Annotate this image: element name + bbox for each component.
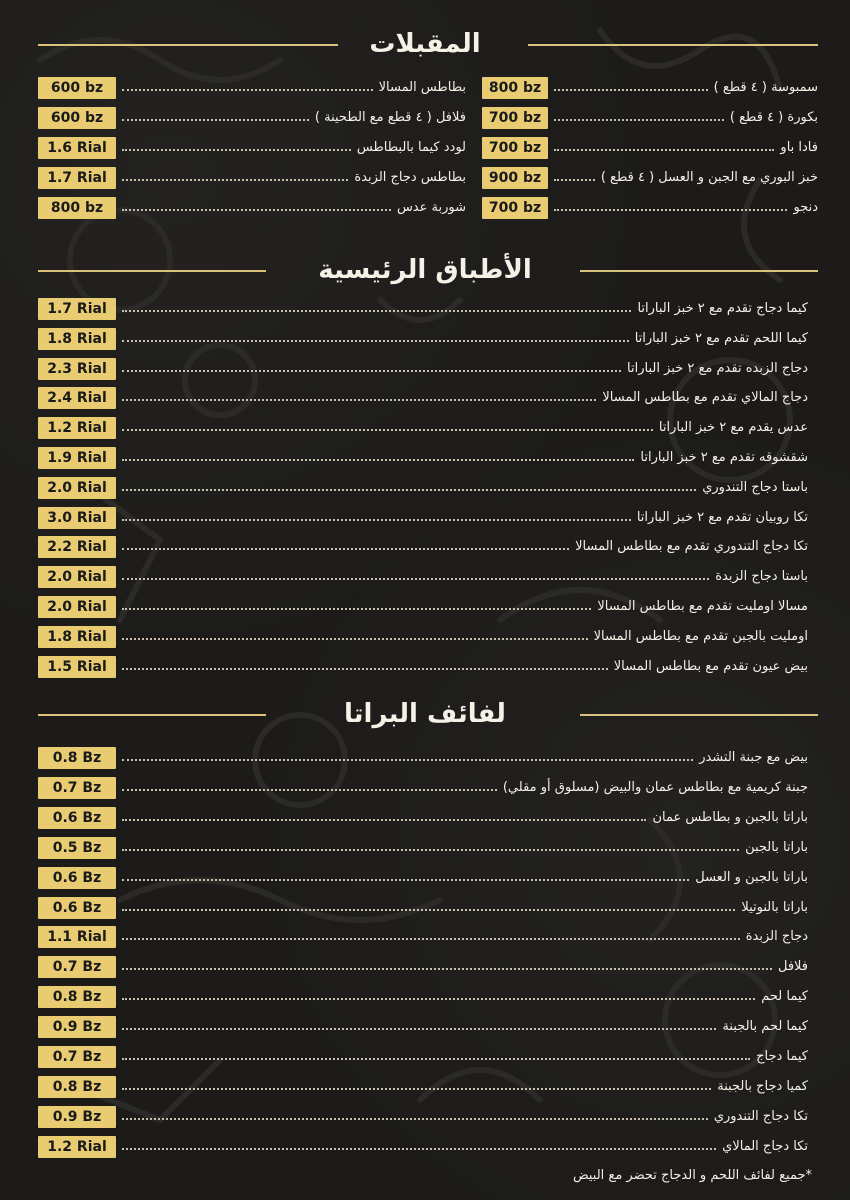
menu-item: [38, 107, 466, 129]
dot-leader: [122, 909, 735, 911]
dot-leader: [122, 668, 608, 670]
dot-leader: [122, 548, 569, 550]
footnote: *جميع لفائف اللحم و الدجاج تحضر مع البيض: [572, 1168, 812, 1183]
dot-leader: [122, 1088, 711, 1090]
menu-item: [38, 986, 808, 1008]
price-badge: 800 bz: [482, 77, 548, 99]
menu-item: [482, 137, 818, 159]
menu-item: [38, 566, 808, 588]
price-badge: 2.4 Rial: [38, 387, 116, 409]
menu-item: [38, 328, 808, 350]
item-name: جبنة كريمية مع بطاطس عمان والبيض (مسلوق أو مقلي): [502, 779, 808, 795]
menu-item: [38, 77, 466, 99]
menu-item: [38, 197, 466, 219]
menu-item: [482, 167, 818, 189]
dot-leader: [122, 429, 653, 431]
price-badge: 1.8 Rial: [38, 626, 116, 648]
dot-leader: [122, 998, 755, 1000]
price-badge: 0.7 Bz: [38, 777, 116, 799]
menu-item: [38, 137, 466, 159]
menu-item: [38, 1136, 808, 1158]
menu-item: [38, 167, 466, 189]
price-badge: 0.5 Bz: [38, 837, 116, 859]
dot-leader: [122, 459, 634, 461]
price-badge: 0.7 Bz: [38, 956, 116, 978]
dot-leader: [554, 179, 595, 181]
menu-item: [38, 926, 808, 948]
dot-leader: [554, 119, 724, 121]
menu-item: [38, 747, 808, 769]
menu-item: [38, 777, 808, 799]
item-name: فلافل: [777, 959, 808, 975]
item-name: بيض عيون تقدم مع بطاطس المسالا: [613, 658, 808, 674]
dot-leader: [122, 968, 772, 970]
item-name: كيما لحم: [761, 989, 808, 1005]
item-name: تكا دجاج المالاي: [722, 1138, 808, 1154]
dot-leader: [122, 149, 351, 151]
item-name: دنجو: [793, 200, 818, 215]
item-name: عدس يقدم مع ٢ خبز الباراتا: [658, 420, 808, 436]
dot-leader: [122, 89, 373, 91]
menu-item: [38, 477, 808, 499]
item-name: بكورة ( ٤ قطع ): [729, 110, 818, 125]
section-appetizers-header: [0, 24, 850, 64]
dot-leader: [122, 759, 693, 761]
menu-item: [38, 358, 808, 380]
dot-leader: [554, 209, 787, 211]
item-name: دجاج الزبدة: [745, 929, 808, 945]
item-name: باراتا بالجبن و العسل: [695, 869, 808, 885]
dot-leader: [122, 489, 696, 491]
menu-item: [38, 626, 808, 648]
menu-item: [38, 507, 808, 529]
dot-leader: [122, 879, 689, 881]
dot-leader: [122, 310, 631, 312]
dot-leader: [122, 789, 497, 791]
item-name: شوربة عدس: [396, 200, 466, 215]
dot-leader: [122, 340, 629, 342]
price-badge: 1.2 Rial: [38, 417, 116, 439]
item-name: باراتا بالنوتيلا: [741, 899, 808, 915]
menu-item: [38, 1076, 808, 1098]
menu-item: [38, 417, 808, 439]
menu-item: [482, 77, 818, 99]
item-name: بطاطس المسالا: [378, 80, 466, 95]
menu-item: [482, 107, 818, 129]
item-name: شقشوقه تقدم مع ٢ خبز الباراتا: [640, 450, 808, 465]
menu-item: [38, 298, 808, 320]
menu-item: [38, 387, 808, 409]
price-badge: 0.8 Bz: [38, 747, 116, 769]
price-badge: 2.0 Rial: [38, 566, 116, 588]
menu-item: [38, 447, 808, 469]
price-badge: 0.8 Bz: [38, 1076, 116, 1098]
dot-leader: [122, 209, 391, 211]
price-badge: 700 bz: [482, 137, 548, 159]
price-badge: 1.7 Rial: [38, 167, 116, 189]
item-name: كيما اللحم تقدم مع ٢ خبز الباراتا: [634, 330, 808, 346]
item-name: كميا دجاج بالجبنة: [717, 1078, 808, 1094]
dot-leader: [122, 849, 739, 851]
item-name: سمبوسة ( ٤ قطع ): [713, 80, 818, 95]
price-badge: 600 bz: [38, 77, 116, 99]
section-title-wraps: لفائف البراتا: [344, 699, 506, 729]
item-name: مسالا اومليت تقدم مع بطاطس المسالا: [597, 599, 808, 614]
menu-item: [38, 1016, 808, 1038]
price-badge: 1.9 Rial: [38, 447, 116, 469]
price-badge: 0.6 Bz: [38, 807, 116, 829]
price-badge: 3.0 Rial: [38, 507, 116, 529]
item-name: كيما دجاج: [756, 1049, 808, 1064]
price-badge: 0.8 Bz: [38, 986, 116, 1008]
price-badge: 0.6 Bz: [38, 867, 116, 889]
item-name: كيما لحم بالجبنة: [722, 1019, 808, 1035]
price-badge: 0.9 Bz: [38, 1106, 116, 1128]
menu-item: [38, 956, 808, 978]
section-main-header: [0, 250, 850, 290]
item-name: باستا دجاج الزبدة: [715, 569, 808, 585]
menu-item: [38, 837, 808, 859]
item-name: فلافل ( ٤ قطع مع الطحينة ): [314, 110, 466, 125]
price-badge: 800 bz: [38, 197, 116, 219]
item-name: دجاج المالاي تقدم مع بطاطس المسالا: [602, 390, 808, 406]
item-name: بطاطس دجاج الزبدة: [354, 170, 466, 185]
item-name: خبز البوري مع الجبن و العسل ( ٤ قطع ): [600, 170, 818, 185]
price-badge: 2.2 Rial: [38, 536, 116, 558]
item-name: اومليت بالجبن تقدم مع بطاطس المسالا: [593, 628, 808, 644]
dot-leader: [554, 149, 774, 151]
item-name: باراتا بالجبن: [745, 839, 808, 855]
menu-item: [38, 1106, 808, 1128]
section-title-main: الأطباق الرئيسية: [318, 255, 532, 285]
dot-leader: [122, 578, 709, 580]
price-badge: 600 bz: [38, 107, 116, 129]
menu-item: [38, 1046, 808, 1068]
price-badge: 0.7 Bz: [38, 1046, 116, 1068]
item-name: باراتا بالجبن و بطاطس عمان: [652, 809, 808, 825]
dot-leader: [122, 1058, 750, 1060]
dot-leader: [122, 519, 631, 521]
dot-leader: [122, 938, 740, 940]
price-badge: 1.7 Rial: [38, 298, 116, 320]
price-badge: 0.6 Bz: [38, 897, 116, 919]
dot-leader: [122, 119, 309, 121]
item-name: تكا روبيان تقدم مع ٢ خبز الباراتا: [636, 509, 808, 525]
price-badge: 2.0 Rial: [38, 596, 116, 618]
price-badge: 900 bz: [482, 167, 548, 189]
menu-item: [38, 867, 808, 889]
section-title-appetizers: المقبلات: [369, 29, 481, 59]
dot-leader: [122, 179, 348, 181]
dot-leader: [122, 370, 621, 372]
price-badge: 0.9 Bz: [38, 1016, 116, 1038]
section-wraps-header: [0, 694, 850, 734]
price-badge: 1.6 Rial: [38, 137, 116, 159]
dot-leader: [554, 89, 708, 91]
menu-item: [38, 536, 808, 558]
price-badge: 1.5 Rial: [38, 656, 116, 678]
item-name: بيض مع جبنة التشدر: [699, 750, 808, 765]
menu-item: [38, 807, 808, 829]
price-badge: 1.8 Rial: [38, 328, 116, 350]
price-badge: 2.0 Rial: [38, 477, 116, 499]
item-name: فادا باو: [780, 140, 818, 155]
dot-leader: [122, 608, 591, 610]
item-name: تكا دجاج التندوري: [713, 1108, 808, 1124]
dot-leader: [122, 819, 646, 821]
price-badge: 700 bz: [482, 197, 548, 219]
item-name: باستا دجاج التندوري: [702, 479, 808, 495]
item-name: كيما دجاج تقدم مع ٢ خبز الباراتا: [637, 301, 808, 316]
menu-item: [38, 596, 808, 618]
menu-item: [482, 197, 818, 219]
menu-item: [38, 656, 808, 678]
item-name: لودد كيما بالبطاطس: [356, 140, 466, 155]
item-name: دجاج الزبده تقدم مع ٢ خبز الباراتا: [627, 360, 808, 376]
dot-leader: [122, 638, 588, 640]
dot-leader: [122, 1028, 716, 1030]
dot-leader: [122, 399, 596, 401]
dot-leader: [122, 1118, 708, 1120]
dot-leader: [122, 1148, 716, 1150]
item-name: تكا دجاج التندوري تقدم مع بطاطس المسالا: [575, 539, 808, 555]
price-badge: 1.1 Rial: [38, 926, 116, 948]
price-badge: 1.2 Rial: [38, 1136, 116, 1158]
price-badge: 2.3 Rial: [38, 358, 116, 380]
price-badge: 700 bz: [482, 107, 548, 129]
menu-item: [38, 897, 808, 919]
